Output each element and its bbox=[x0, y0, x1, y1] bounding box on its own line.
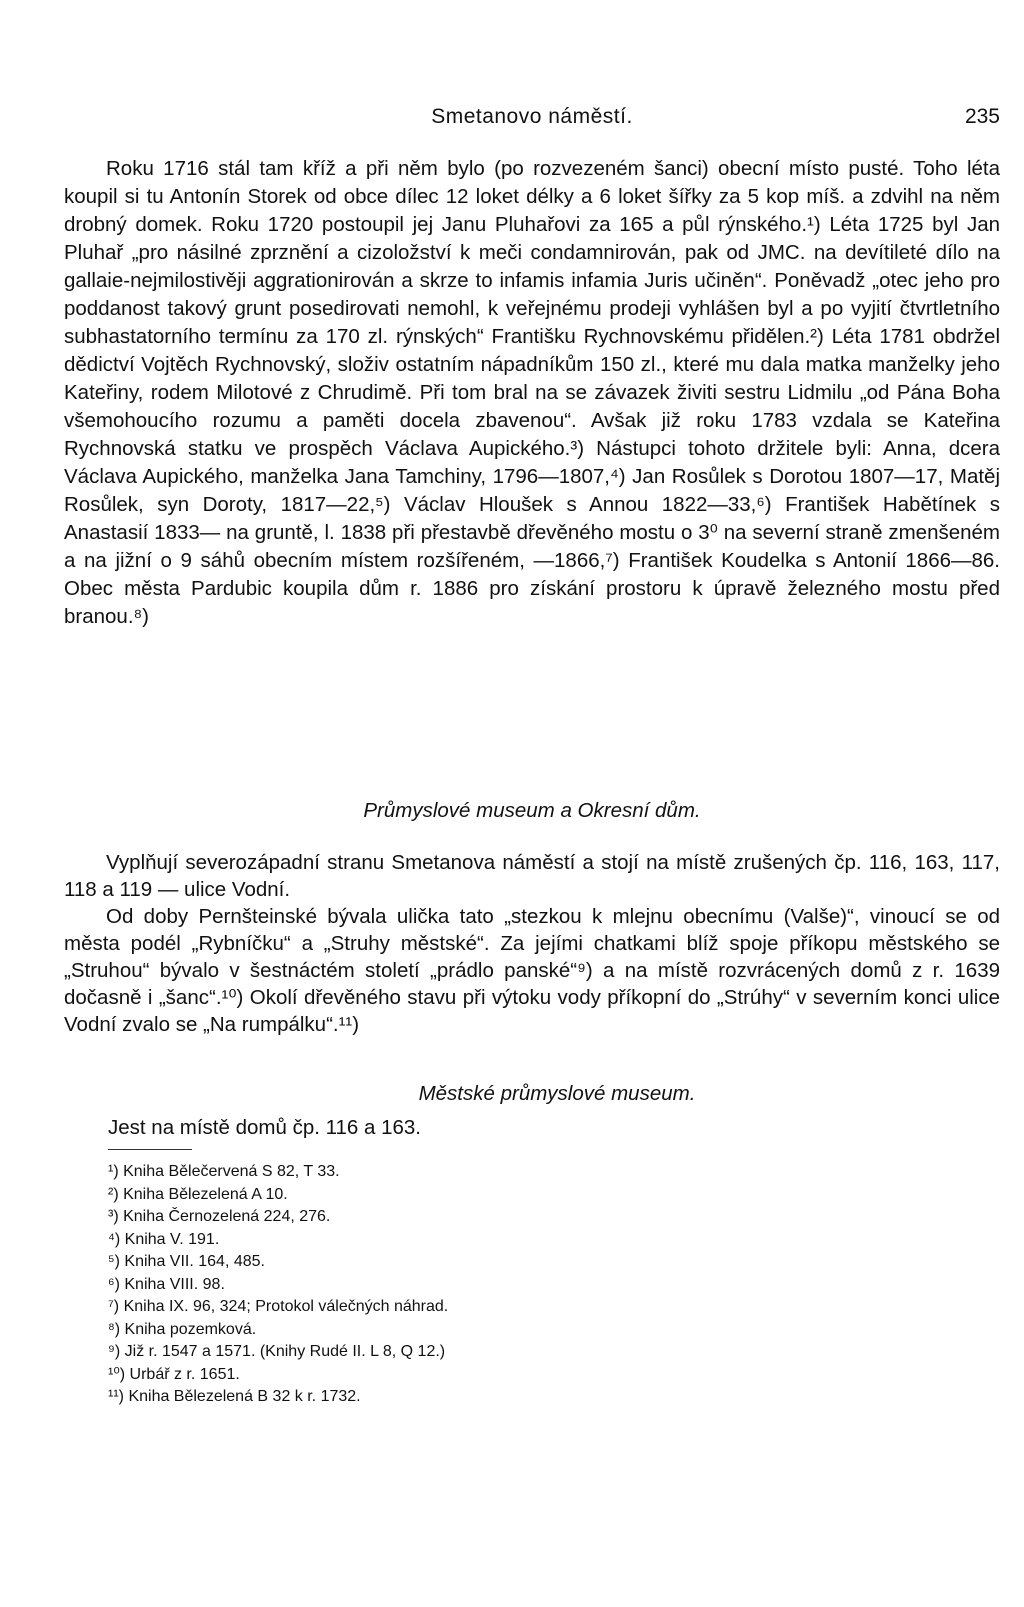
main-text bbox=[64, 155, 1000, 631]
footnote-text: Kniha pozemková. bbox=[124, 1320, 257, 1338]
paragraph: Roku 1716 stál tam kříž a při něm bylo (po rozvezeném šanci) obecní místo pusté. Toho léta koupil si tu Antonín Storek od obce dílec 12 loket délky a 6 loket šířky za 5 kop míš. a zdvihl na něm drobný domek. Roku 1720 postoupil jej Janu Pluhařovi za 165 a půl rýnského.¹) Léta 1725 byl Jan Pluhař „pro násilné zprznění a cizoložství k meči condamnirován, pak od JMC. na devítileté dílo na gallaie-nejmilostivěji aggrationirován a skrze to infamis infamia Juris učiněn“. Poněvadž „otec jeho pro poddanost takový grunt posedirovati nemohl, k veřejnému prodeji vyhlášen byl a po vyjití čtvrtletního subhastatorního termínu za 170 zl. rýnských“ Františku Rychnovskému přidělen.²) Léta 1781 obdržel dědictví Vojtěch Rychnovský, složiv ostatním nápadníkům 150 zl., které mu dala matka manželky jeho Kateřiny, rodem Milotové z Chrudimě. Při tom bral na se závazek živiti sestru Lidmilu „od Pána Boha všemohoucího rozumu a paměti docela zbavenou“. Avšak již roku 1783 vzdala se Kateřina Rychnovská statku ve prospěch Václava Aupického.³) Nástupci tohoto držitele byli: Anna, dcera Václava Aupického, manželka Jana Tamchiny, 1796—1807,⁴) Jan Rosůlek s Dorotou 1807—17, Matěj Rosůlek, syn Doroty, 1817—22,⁵) Václav Hloušek s Annou 1822—33,⁶) František Habětínek s Anastasií 1833— na gruntě, l. 1838 při přestavbě dřevěného mostu o 3⁰ na severní straně zmenšeném a na jižní o 9 sáhů obecním místem rozšířeném, —1866,⁷) František Koudelka s Antonií 1866—86. Obec města Pardubic koupila dům r. 1886 pro získání prostoru k úpravě železného mostu před branou.⁸) bbox=[64, 157, 1000, 628]
footnote bbox=[108, 1206, 988, 1229]
footnote-marker: ¹) bbox=[108, 1163, 119, 1180]
footnote-marker: ¹¹) bbox=[108, 1388, 124, 1405]
running-title: Smetanovo náměstí. bbox=[431, 105, 633, 128]
footnote bbox=[108, 1229, 988, 1252]
footnote-marker: ²) bbox=[108, 1185, 119, 1203]
footnote bbox=[108, 1319, 988, 1342]
paragraph: Od doby Pernšteinské bývala ulička tato „stezkou k mlejnu obecnímu (Valše)“, vinoucí se od města podél „Rybníčku“ a „Struhy městské“. Za jejími chatkami blíž spoje příkopu městského se „Struhou“ bývalo v šestnáctém století „prádlo panské“⁹) a na místě rozvrácených domů z r. 1639 dočasně i „šanc“.¹⁰) Okolí dřevěného stavu při výtoku vody příkopní do „Strúhy“ v severním konci ulice Vodní zvalo se „Na rumpálku“.¹¹) bbox=[64, 905, 1000, 1036]
footnote-text: Kniha IX. 96, 324; Protokol válečných náhrad. bbox=[123, 1298, 449, 1315]
footnote-text: Již r. 1547 a 1571. (Knihy Rudé II. L 8, Q 12.) bbox=[124, 1343, 446, 1360]
footnote-text: Kniha V. 191. bbox=[124, 1230, 220, 1248]
footnote bbox=[108, 1364, 988, 1387]
footnote-marker: ⁵) bbox=[108, 1253, 120, 1270]
footnote-text: Kniha Bělezelená B 32 k r. 1732. bbox=[128, 1388, 361, 1405]
section-heading: Průmyslové museum a Okresní dům. bbox=[363, 799, 701, 822]
footnote-text: Kniha Černozelená 224, 276. bbox=[123, 1208, 331, 1225]
paragraph: Vyplňují severozápadní stranu Smetanova náměstí a stojí na místě zrušených čp. 116, 163, 117, 118 a 119 — ulice Vodní. bbox=[64, 851, 1000, 901]
footnote-marker: ⁹) bbox=[108, 1343, 121, 1360]
footnote-marker: ⁸) bbox=[108, 1320, 121, 1338]
footnotes bbox=[108, 1161, 988, 1409]
footnote bbox=[108, 1296, 988, 1319]
footnote-marker: ⁴) bbox=[108, 1230, 121, 1248]
footnote-text: Urbář z r. 1651. bbox=[129, 1365, 240, 1383]
footnote-separator bbox=[108, 1149, 192, 1150]
footnote bbox=[108, 1161, 988, 1184]
footnote-marker: ³) bbox=[108, 1208, 119, 1225]
footnote-marker: ⁷) bbox=[108, 1298, 120, 1315]
footnote-text: Kniha Bělečervená S 82, T 33. bbox=[123, 1163, 340, 1180]
footnote bbox=[108, 1274, 988, 1297]
paragraph: Jest na místě domů čp. 116 a 163. bbox=[108, 1116, 421, 1139]
section-city-museum bbox=[64, 1080, 1000, 1142]
footnote bbox=[108, 1184, 988, 1207]
footnote bbox=[108, 1251, 988, 1274]
section-industrial-museum bbox=[64, 797, 1000, 1038]
footnote bbox=[108, 1341, 988, 1364]
footnote-text: Kniha Bělezelená A 10. bbox=[123, 1185, 288, 1203]
section-heading: Městské průmyslové museum. bbox=[418, 1082, 696, 1105]
footnote-text: Kniha VIII. 98. bbox=[124, 1275, 225, 1293]
footnote-marker: ⁶) bbox=[108, 1275, 120, 1293]
footnote-marker: ¹⁰) bbox=[108, 1365, 126, 1383]
page-number: 235 bbox=[964, 105, 1000, 128]
running-head bbox=[64, 104, 1000, 130]
footnote bbox=[108, 1386, 988, 1409]
footnote-text: Kniha VII. 164, 485. bbox=[124, 1253, 265, 1270]
